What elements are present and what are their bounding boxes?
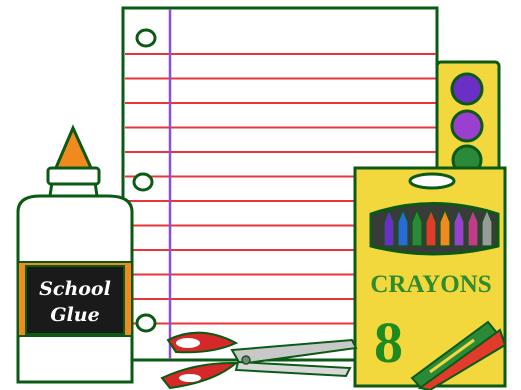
paper-hole-top <box>137 30 155 46</box>
crayon-box-count: 8 <box>374 310 403 375</box>
paint-dot-violet <box>452 111 482 141</box>
paint-palette-icon <box>437 62 499 174</box>
paper-hole-bottom <box>137 315 155 331</box>
paper-hole-middle <box>134 174 152 190</box>
paint-dot-purple <box>452 74 482 104</box>
glue-label-line1: School <box>39 278 111 300</box>
glue-label-line2: Glue <box>50 304 100 326</box>
glue-bottle-icon <box>18 128 132 382</box>
crayon-box-icon <box>355 168 505 390</box>
crayon-box-title: CRAYONS <box>370 271 492 298</box>
